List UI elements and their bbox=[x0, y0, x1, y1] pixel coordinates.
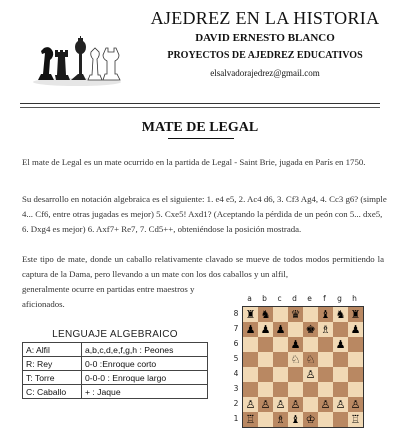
square-g8 bbox=[333, 307, 348, 322]
square-b4 bbox=[258, 367, 273, 382]
square-d3 bbox=[288, 382, 303, 397]
chess-piece: ♙ bbox=[335, 398, 346, 411]
file-label-g: g bbox=[337, 294, 342, 303]
chess-piece: ♙ bbox=[305, 368, 316, 381]
piece-cell: A: Alfil bbox=[23, 343, 82, 357]
square-f7 bbox=[318, 322, 333, 337]
file-label-h: h bbox=[352, 294, 357, 303]
file-label-e: e bbox=[307, 294, 312, 303]
chess-piece: ♜ bbox=[350, 308, 361, 321]
file-labels bbox=[242, 294, 362, 305]
square-d7 bbox=[288, 322, 303, 337]
square-b7 bbox=[258, 322, 273, 337]
square-e1 bbox=[303, 412, 318, 427]
square-h1 bbox=[348, 412, 363, 427]
desc-cell: a,b,c,d,e,f,g,h : Peones bbox=[82, 343, 208, 357]
paragraph-intro: El mate de Legal es un mate ocurrido en la partida de Legal - Saint Brie, jugada en París en 1750. bbox=[22, 157, 366, 167]
header-project: PROYECTOS DE AJEDREZ EDUCATIVOS bbox=[167, 50, 363, 61]
chess-piece: ♖ bbox=[350, 413, 361, 426]
square-a8 bbox=[243, 307, 258, 322]
chess-piece: ♙ bbox=[275, 398, 286, 411]
article-title: MATE DE LEGAL bbox=[141, 120, 259, 135]
square-a6 bbox=[243, 337, 258, 352]
chess-piece: ♞ bbox=[335, 308, 346, 321]
chess-piece: ♟ bbox=[275, 323, 286, 336]
square-h6 bbox=[348, 337, 363, 352]
square-c1 bbox=[273, 412, 288, 427]
header-divider-thin bbox=[20, 107, 380, 108]
chess-piece: ♘ bbox=[305, 353, 316, 366]
chess-piece: ♟ bbox=[260, 323, 271, 336]
square-h4 bbox=[348, 367, 363, 382]
square-g5 bbox=[333, 352, 348, 367]
chess-piece: ♛ bbox=[290, 308, 301, 321]
square-b8 bbox=[258, 307, 273, 322]
square-h2 bbox=[348, 397, 363, 412]
square-b1 bbox=[258, 412, 273, 427]
desc-cell: + : Jaque bbox=[82, 385, 208, 399]
square-f6 bbox=[318, 337, 333, 352]
table-row bbox=[23, 385, 208, 399]
square-a7 bbox=[243, 322, 258, 337]
piece-cell: R: Rey bbox=[23, 357, 82, 371]
legend-table bbox=[22, 342, 208, 399]
square-h8 bbox=[348, 307, 363, 322]
square-f3 bbox=[318, 382, 333, 397]
square-h7 bbox=[348, 322, 363, 337]
rank-label-1: 1 bbox=[233, 414, 239, 423]
chess-piece: ♟ bbox=[245, 323, 256, 336]
square-b6 bbox=[258, 337, 273, 352]
square-e3 bbox=[303, 382, 318, 397]
square-g2 bbox=[333, 397, 348, 412]
header-title: AJEDREZ EN LA HISTORIA bbox=[150, 8, 380, 28]
chess-piece: ♝ bbox=[290, 413, 301, 426]
chess-piece: ♚ bbox=[305, 323, 316, 336]
square-a3 bbox=[243, 382, 258, 397]
rank-label-7: 7 bbox=[233, 324, 239, 333]
paragraph-description: Este tipo de mate, donde un caballo relativamente clavado se mueve de todos modos permitiendo la captura de la Dama, pero llevando a un mate con los dos caballos y un alfil, bbox=[22, 254, 384, 279]
square-f8 bbox=[318, 307, 333, 322]
header-email[interactable]: elsalvadorajedrez@gmail.com bbox=[210, 68, 320, 78]
square-e7 bbox=[303, 322, 318, 337]
square-g6 bbox=[333, 337, 348, 352]
square-g4 bbox=[333, 367, 348, 382]
square-c8 bbox=[273, 307, 288, 322]
square-d4 bbox=[288, 367, 303, 382]
chess-pieces-icon bbox=[30, 18, 125, 88]
piece-cell: T: Torre bbox=[23, 371, 82, 385]
square-c3 bbox=[273, 382, 288, 397]
chess-piece: ♖ bbox=[245, 413, 256, 426]
chess-piece: ♗ bbox=[275, 413, 286, 426]
chess-piece: ♟ bbox=[350, 323, 361, 336]
chess-piece: ♝ bbox=[320, 308, 331, 321]
square-e2 bbox=[303, 397, 318, 412]
chess-piece: ♙ bbox=[290, 398, 301, 411]
chess-diagram bbox=[230, 294, 370, 426]
table-row bbox=[23, 371, 208, 385]
square-a1 bbox=[243, 412, 258, 427]
square-a2 bbox=[243, 397, 258, 412]
square-f5 bbox=[318, 352, 333, 367]
desc-cell: 0-0-0 : Enroque largo bbox=[82, 371, 208, 385]
square-c6 bbox=[273, 337, 288, 352]
square-d5 bbox=[288, 352, 303, 367]
paragraph-description-end: generalmente ocurre en partidas entre maestros y aficionados. bbox=[22, 284, 195, 309]
square-d1 bbox=[288, 412, 303, 427]
rank-label-8: 8 bbox=[233, 309, 239, 318]
chess-piece: ♞ bbox=[260, 308, 271, 321]
paragraph-notation: Su desarrollo en notación algebraica es el siguiente: 1. e4 e5, 2. Ac4 d6, 3. Cf3 Ag4, 4. Cc3 g6? (simple 4... Cf6, entre otras jugadas es mejor) 5. Cxe5! Axd1? (Aceptando la pérdida de un peón con 5... dxe5, 6. Dxg4 es mejor) 6. Axf7+ Re7, 7. Cd5++, obteniéndose la posición mostrada. bbox=[22, 194, 387, 234]
file-label-f: f bbox=[323, 294, 326, 303]
square-e4 bbox=[303, 367, 318, 382]
algebraic-language-table bbox=[22, 328, 208, 399]
article-title-underline bbox=[168, 138, 234, 139]
chess-piece: ♘ bbox=[290, 353, 301, 366]
chess-piece: ♜ bbox=[245, 308, 256, 321]
square-h3 bbox=[348, 382, 363, 397]
square-e5 bbox=[303, 352, 318, 367]
file-label-d: d bbox=[292, 294, 297, 303]
table-row bbox=[23, 357, 208, 371]
rank-label-6: 6 bbox=[233, 339, 239, 348]
square-a4 bbox=[243, 367, 258, 382]
square-e8 bbox=[303, 307, 318, 322]
chessboard bbox=[242, 306, 364, 428]
header-divider bbox=[20, 103, 380, 104]
square-e6 bbox=[303, 337, 318, 352]
document-header bbox=[0, 0, 400, 100]
square-c2 bbox=[273, 397, 288, 412]
header-author: DAVID ERNESTO BLANCO bbox=[195, 32, 335, 44]
chess-piece: ♙ bbox=[245, 398, 256, 411]
chess-piece: ♙ bbox=[260, 398, 271, 411]
square-d6 bbox=[288, 337, 303, 352]
square-d8 bbox=[288, 307, 303, 322]
square-g7 bbox=[333, 322, 348, 337]
square-f2 bbox=[318, 397, 333, 412]
rank-label-5: 5 bbox=[233, 354, 239, 363]
chess-piece: ♟ bbox=[335, 338, 346, 351]
chess-piece: ♙ bbox=[350, 398, 361, 411]
square-g1 bbox=[333, 412, 348, 427]
file-label-c: c bbox=[277, 294, 282, 303]
square-d2 bbox=[288, 397, 303, 412]
table-title: LENGUAJE ALGEBRAICO bbox=[52, 329, 178, 340]
square-b2 bbox=[258, 397, 273, 412]
square-a5 bbox=[243, 352, 258, 367]
square-c5 bbox=[273, 352, 288, 367]
desc-cell: 0-0 :Enroque corto bbox=[82, 357, 208, 371]
chess-piece: ♗ bbox=[320, 323, 331, 336]
square-f1 bbox=[318, 412, 333, 427]
square-b3 bbox=[258, 382, 273, 397]
square-c4 bbox=[273, 367, 288, 382]
chess-piece: ♟ bbox=[290, 338, 301, 351]
rank-label-3: 3 bbox=[233, 384, 239, 393]
piece-cell: C: Caballo bbox=[23, 385, 82, 399]
chess-piece: ♙ bbox=[320, 398, 331, 411]
square-b5 bbox=[258, 352, 273, 367]
square-c7 bbox=[273, 322, 288, 337]
square-h5 bbox=[348, 352, 363, 367]
rank-label-2: 2 bbox=[233, 399, 239, 408]
square-g3 bbox=[333, 382, 348, 397]
rank-label-4: 4 bbox=[233, 369, 239, 378]
square-f4 bbox=[318, 367, 333, 382]
file-label-b: b bbox=[262, 294, 267, 303]
table-row bbox=[23, 343, 208, 357]
file-label-a: a bbox=[247, 294, 252, 303]
chess-piece: ♔ bbox=[305, 413, 316, 426]
